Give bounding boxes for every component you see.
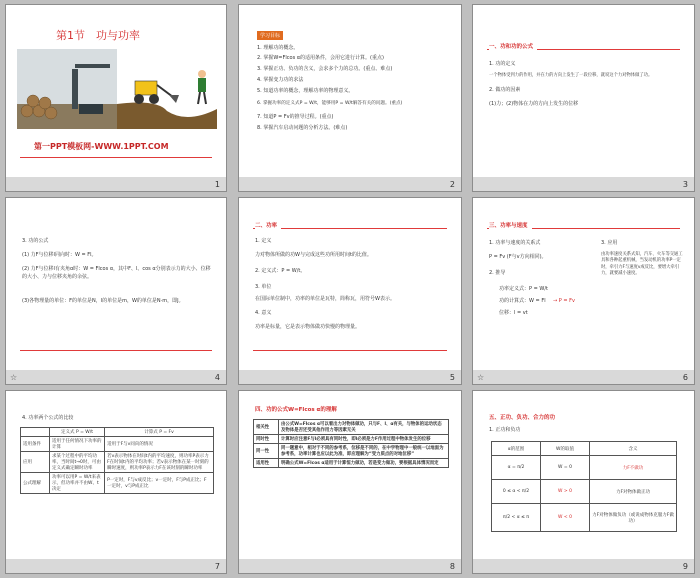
goal-item: 7. 知道P = Fv的推导过程。(重点) xyxy=(257,114,334,120)
table-cell: 力F对物体做负功（或说成物体克服力F做功） xyxy=(590,504,677,532)
slide-number: 2 xyxy=(449,180,455,189)
table-row xyxy=(254,420,449,435)
content-line: → P = Fv xyxy=(553,298,575,304)
slide-number: 9 xyxy=(682,562,688,571)
table-cell: α = π/2 xyxy=(492,456,541,480)
content-line: 1. 功的定义 xyxy=(489,61,516,67)
table-cell: 若v表示物体在时间t内的平均速度，则功率P表示力F在时间t内的平均功率；若v表示物体在某一时刻的瞬时速度，则功率P表示力F在该时刻的瞬时功率 xyxy=(105,452,214,473)
table-cell: W = 0 xyxy=(541,456,590,480)
table-row xyxy=(21,473,214,494)
goal-item: 5. 知道功率的概念，理解功率的物理意义。 xyxy=(257,88,354,94)
table-cell: α的范围 xyxy=(492,442,541,456)
content-line: 3. 单位 xyxy=(255,284,272,290)
content-line: 力对物体所做的功W与完成这些功所用时间t的比值。 xyxy=(255,252,372,258)
content-line: 2. 推导 xyxy=(489,270,506,276)
slide-5-rule xyxy=(253,228,447,229)
slide-number: 5 xyxy=(449,373,455,382)
table-cell: 适用条件 xyxy=(21,437,50,452)
slide-number: 6 xyxy=(682,373,688,382)
slide-number: 7 xyxy=(214,562,220,571)
slide-footer xyxy=(6,559,226,573)
slide-7[interactable] xyxy=(5,390,227,574)
goal-item: 8. 掌握汽车启动问题的分析方法。(难点) xyxy=(257,125,348,131)
slide-4-rule xyxy=(20,350,212,351)
slide-number: 3 xyxy=(682,180,688,189)
slide-footer xyxy=(239,559,461,573)
table-cell: 适用于任何情况下功率的计算 xyxy=(50,437,105,452)
slide-6[interactable] xyxy=(472,197,695,385)
content-line: (3)各物理量的单位：F的单位是N，l的单位是m，W的单位是N·m，即J。 xyxy=(22,298,184,304)
goal-item: 6. 掌握功率的定义式P = W/t，能够用P = W/t解答有关的问题。(重点) xyxy=(257,101,403,106)
goal-item: 3. 掌握正功、负功的含义，会求多个力的总功。(重点、难点) xyxy=(257,66,393,72)
section-heading: 四、功的公式W=Flcos α的理解 xyxy=(255,407,337,413)
slide-number: 4 xyxy=(214,373,220,382)
slide-footer xyxy=(6,370,226,384)
table-cell: 含义 xyxy=(590,442,677,456)
table-cell: 求某个过程中的平均功率，当时间t→0时，可由定义式确定瞬时功率 xyxy=(50,452,105,473)
slide-2[interactable] xyxy=(238,4,462,192)
content-line: 位移：l = vt xyxy=(499,310,528,316)
slide-footer xyxy=(473,177,694,191)
content-line: 功率定义式：P = W/t xyxy=(499,286,548,292)
table-cell: 定义式 P = W/t xyxy=(50,428,105,437)
table-row xyxy=(254,435,449,444)
table-cell: 应用 xyxy=(21,452,50,473)
table-cell: π/2 < α ≤ π xyxy=(492,504,541,532)
content-line: 一个物体受到力的作用，并在力的方向上发生了一段位移，就说这个力对物体做了功。 xyxy=(489,73,653,78)
section-heading: 二、功率 xyxy=(255,221,281,229)
slide-5[interactable] xyxy=(238,197,462,385)
table-cell: 同时性 xyxy=(254,435,279,444)
table-row xyxy=(21,428,214,437)
comparison-table xyxy=(20,427,214,494)
table-row xyxy=(492,504,677,532)
slide-footer xyxy=(239,177,461,191)
slide-footer xyxy=(473,370,694,384)
table-cell: 公式理解 xyxy=(21,473,50,494)
formula-table xyxy=(253,419,449,468)
slide-footer xyxy=(6,177,226,191)
table-row xyxy=(492,480,677,504)
table-cell: 适用性 xyxy=(254,459,279,468)
content-line: (1) 力F与位移l同向时：W = Fl。 xyxy=(22,252,97,258)
table-cell: W > 0 xyxy=(541,480,590,504)
table-cell: 同一性 xyxy=(254,444,279,459)
table-cell: 明确公式W=Flcos α适用于计算恒力做功，若是变力做功，要根据具体情况而定 xyxy=(279,459,449,468)
slide-8[interactable] xyxy=(238,390,462,574)
content-line: 功率是标量，它是表示物体做功快慢的物理量。 xyxy=(255,324,361,330)
slide-1-rule xyxy=(20,157,212,158)
content-line: (2) 力F与位移l有夹角α时：W = Flcos α，其中F、l、cos α分别表示力的大小、位移的大小、力与位移夹角的余弦。 xyxy=(22,266,211,280)
sign-of-work-table xyxy=(491,441,677,532)
content-line: P = Fv (F与v方向相同)。 xyxy=(489,254,547,260)
table-cell: 同一题意中，相对于不同的参考系，位移是不同的，在中学物理中一般统一以地面为参考系，功率计算也应以此为准，即应理解为“受力质点的对地位移” xyxy=(279,444,449,459)
table-row xyxy=(492,442,677,456)
table-cell: 适用于F与v同向的情况 xyxy=(105,437,214,452)
table-cell: 力F对物体做正功 xyxy=(590,480,677,504)
content-line: (1)力；(2)物体在力的方向上发生的位移 xyxy=(489,101,579,107)
slide-1[interactable] xyxy=(5,4,227,192)
table-row xyxy=(492,456,677,480)
goal-item: 2. 掌握W=Flcos α的适用条件，会用它进行计算。(重点) xyxy=(257,55,384,61)
table-cell: W < 0 xyxy=(541,504,590,532)
table-cell: 力F不做功 xyxy=(590,456,677,480)
section-heading: 4. 功率两个公式的比较 xyxy=(22,415,74,421)
section-heading: 一、功和功的公式 xyxy=(489,42,537,50)
slide-1-title: 第1节 功与功率 xyxy=(56,29,140,42)
table-cell xyxy=(21,428,50,437)
goal-item: 1. 理解功的概念。 xyxy=(257,45,299,51)
table-cell: 0 ≤ α < π/2 xyxy=(492,480,541,504)
content-line: 2. 做功的因素 xyxy=(489,87,521,93)
table-cell: 计算时应注意F与l必须具有同时性，即l必须是力F作用过程中物体发生的位移 xyxy=(279,435,449,444)
slide-footer xyxy=(239,370,461,384)
slide-1-illustration xyxy=(17,49,217,129)
table-cell: 相关性 xyxy=(254,420,279,435)
content-line: 1. 定义 xyxy=(255,238,272,244)
goal-item: 4. 掌握变力功的求法 xyxy=(257,77,304,83)
slide-4[interactable] xyxy=(5,197,227,385)
apply-text: 由功率速度关系式知，汽车、火车等交通工具和各种起重机械，当发动机的功率P一定时，牵引力F与速度v成反比，要增大牵引力，就要减小速度。 xyxy=(601,252,683,277)
slide-3[interactable] xyxy=(472,4,695,192)
slide-number: 1 xyxy=(214,180,220,189)
section-heading: 五、正功、负功、合力的功 xyxy=(489,415,556,421)
slide-9[interactable] xyxy=(472,390,695,574)
table-cell: 由公式W=Flcos α可以看出力对物体做功，只与F、l、α有关，与物体的运动状态及物体是否还受其他作用力等因素无关 xyxy=(279,420,449,435)
content-line: 功的计算式：W = Fl xyxy=(499,298,546,304)
table-cell: W的取值 xyxy=(541,442,590,456)
table-row xyxy=(254,444,449,459)
table-cell: 功率可以用P = W/t来表示，但功率并不由W、t决定 xyxy=(50,473,105,494)
sub-heading: 1. 正功和负功 xyxy=(489,427,521,433)
table-row xyxy=(254,459,449,468)
slide-number: 8 xyxy=(449,562,455,571)
star-icon: ☆ xyxy=(10,373,18,382)
apply-heading: 3. 应用 xyxy=(601,240,618,246)
content-line: 3. 功的公式 xyxy=(22,238,49,244)
section-heading: 三、功率与速度 xyxy=(489,221,532,229)
slide-1-brand: 第一PPT模板网-WWW.1PPT.COM xyxy=(34,142,169,151)
table-row xyxy=(21,437,214,452)
content-line: 2. 定义式：P = W/t。 xyxy=(255,268,306,274)
content-line: 4. 意义 xyxy=(255,310,272,316)
slide-5-rule-bottom xyxy=(253,350,447,351)
table-row xyxy=(21,452,214,473)
learning-goals-badge: 学习目标 xyxy=(257,31,283,40)
table-cell: P一定时，F与v成反比；v一定时，F与P成正比；F一定时，v与P成正比 xyxy=(105,473,214,494)
content-line: 1. 功率与速度的关系式 xyxy=(489,240,541,246)
content-line: 在国际单位制中，功率的单位是瓦特，简称瓦，用符号W表示。 xyxy=(255,296,395,302)
star-icon: ☆ xyxy=(477,373,485,382)
table-cell: 计算式 P = Fv xyxy=(105,428,214,437)
slide-footer xyxy=(473,559,694,573)
